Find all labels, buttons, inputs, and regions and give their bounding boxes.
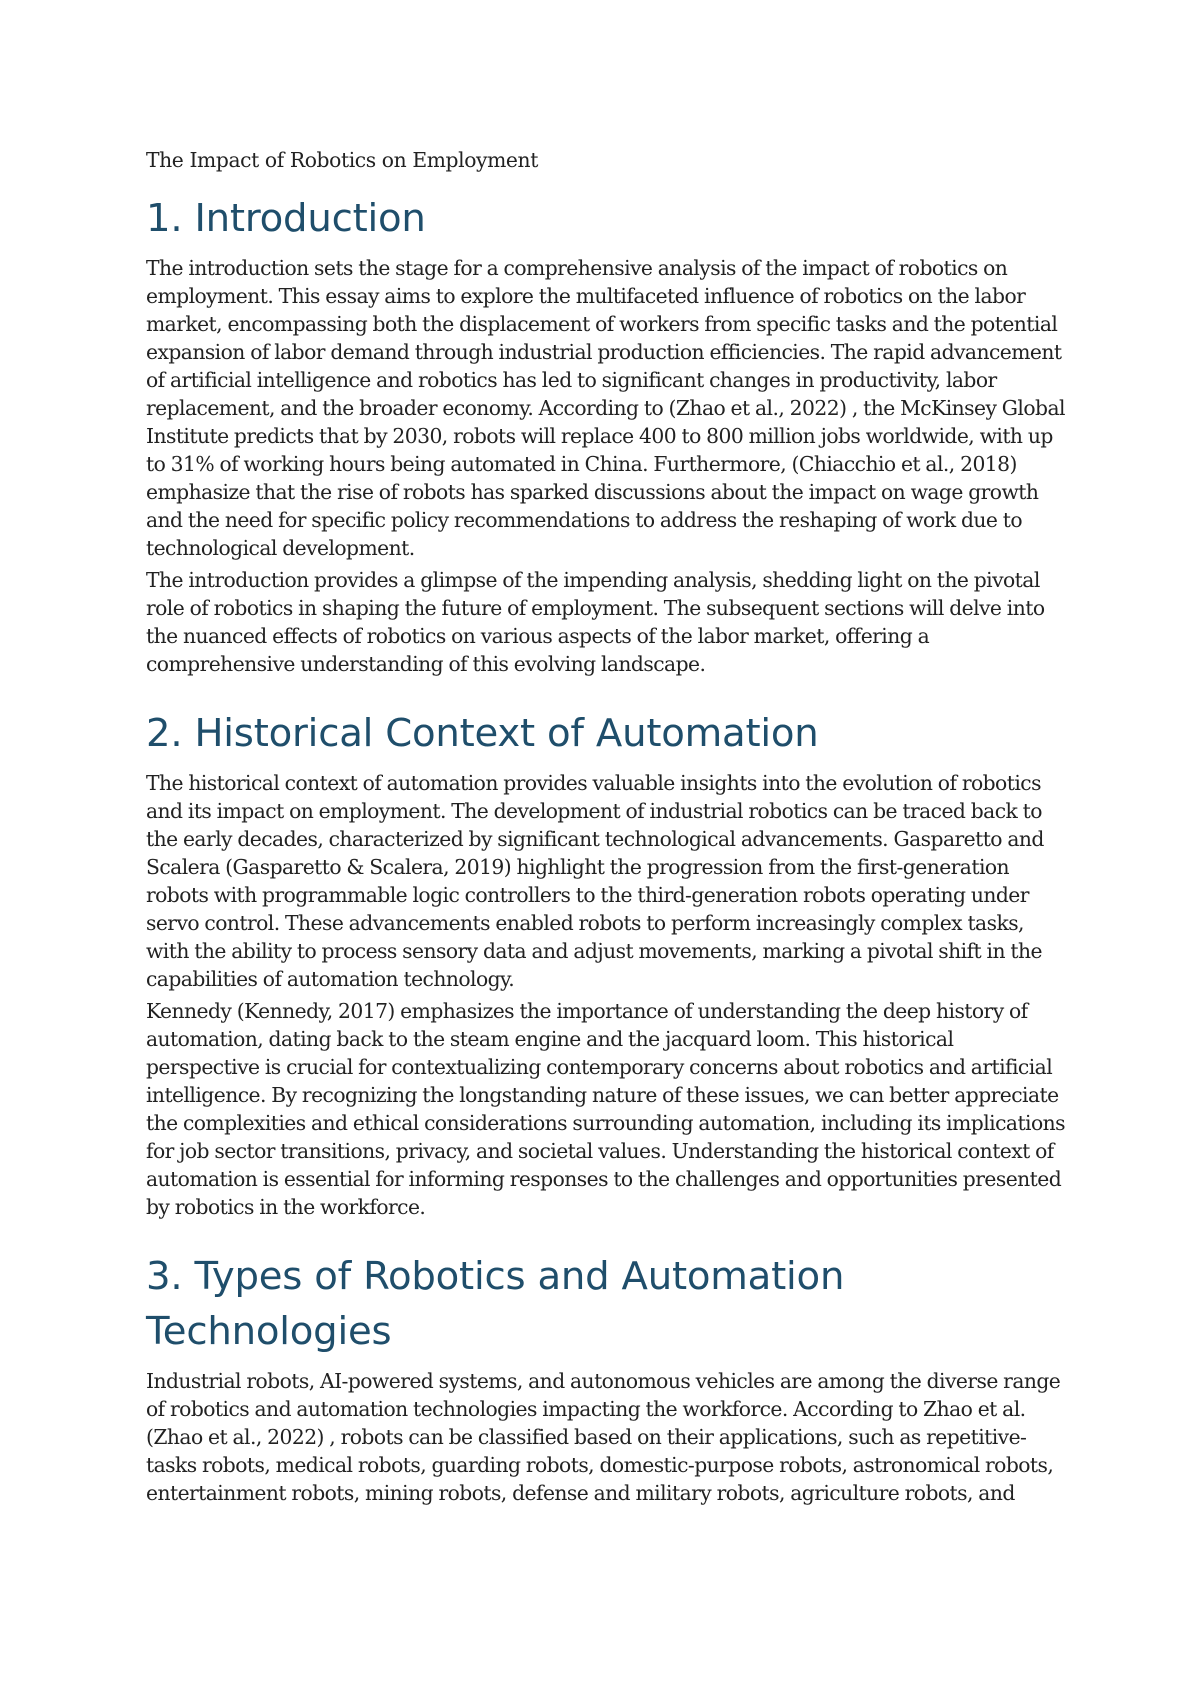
document-title: The Impact of Robotics on Employment bbox=[146, 148, 538, 172]
section-types-of-robotics bbox=[146, 1249, 1066, 1507]
paragraph: The introduction provides a glimpse of the impending analysis, shedding light on the pivotal role of robotics in shaping the future of employment. The subsequent sections will delve into the nuanced effects of robotics on various aspects of the labor market, offering a comprehensive understanding of this evolving landscape. bbox=[146, 568, 1045, 676]
paragraph: Kennedy (Kennedy, 2017) emphasizes the importance of understanding the deep history of automation, dating back to the steam engine and the jacquard loom. This historical perspective is crucial for contextualizing contemporary concerns about robotics and artificial intelligence. By recognizing the longstanding nature of these issues, we can better appreciate the complexities and ethical considerations surrounding automation, including its implications for job sector transitions, privacy, and societal values. Understanding the historical context of automation is essential for informing responses to the challenges and opportunities presented by robotics in the workforce. bbox=[146, 999, 1066, 1219]
section-heading: 3. Types of Robotics and Automation Technologies bbox=[146, 1254, 845, 1354]
paragraph: The introduction sets the stage for a comprehensive analysis of the impact of robotics on employment. This essay aims to explore the multifaceted influence of robotics on the labor market, encompassing both the displacement of workers from specific tasks and the potential expansion of labor demand through industrial production efficiencies. The rapid advancement of artificial intelligence and robotics has led to significant changes in productivity, labor replacement, and the broader economy. According to (Zhao et al., 2022) , the McKinsey Global Institute predicts that by 2030, robots will replace 400 to 800 million jobs worldwide, with up to 31% of working hours being automated in China. Furthermore, (Chiacchio et al., 2018) emphasize that the rise of robots has sparked discussions about the impact on wage growth and the need for specific policy recommendations to address the reshaping of work due to technological development. bbox=[146, 256, 1065, 560]
section-historical-context bbox=[146, 706, 1066, 1221]
section-heading: 2. Historical Context of Automation bbox=[146, 711, 819, 756]
section-introduction bbox=[146, 191, 1066, 678]
section-heading: 1. Introduction bbox=[146, 196, 426, 241]
paragraph: The historical context of automation provides valuable insights into the evolution of robotics and its impact on employment. The development of industrial robotics can be traced back to the early decades, characterized by significant technological advancements. Gasparetto and Scalera (Gasparetto & Scalera, 2019) highlight the progression from the first-generation robots with programmable logic controllers to the third-generation robots operating under servo control. These advancements enabled robots to perform increasingly complex tasks, with the ability to process sensory data and adjust movements, marking a pivotal shift in the capabilities of automation technology. bbox=[146, 771, 1044, 991]
paragraph: Industrial robots, AI-powered systems, and autonomous vehicles are among the diverse range of robotics and automation technologies impacting the workforce. According to Zhao et al. (Zhao et al., 2022) , robots can be classified based on their applications, such as repetitive-tasks robots, medical robots, guarding robots, domestic-purpose robots, astronomical robots, entertainment robots, mining robots, defense and military robots, agriculture robots, and bbox=[146, 1369, 1061, 1505]
document-page bbox=[146, 146, 1066, 1511]
